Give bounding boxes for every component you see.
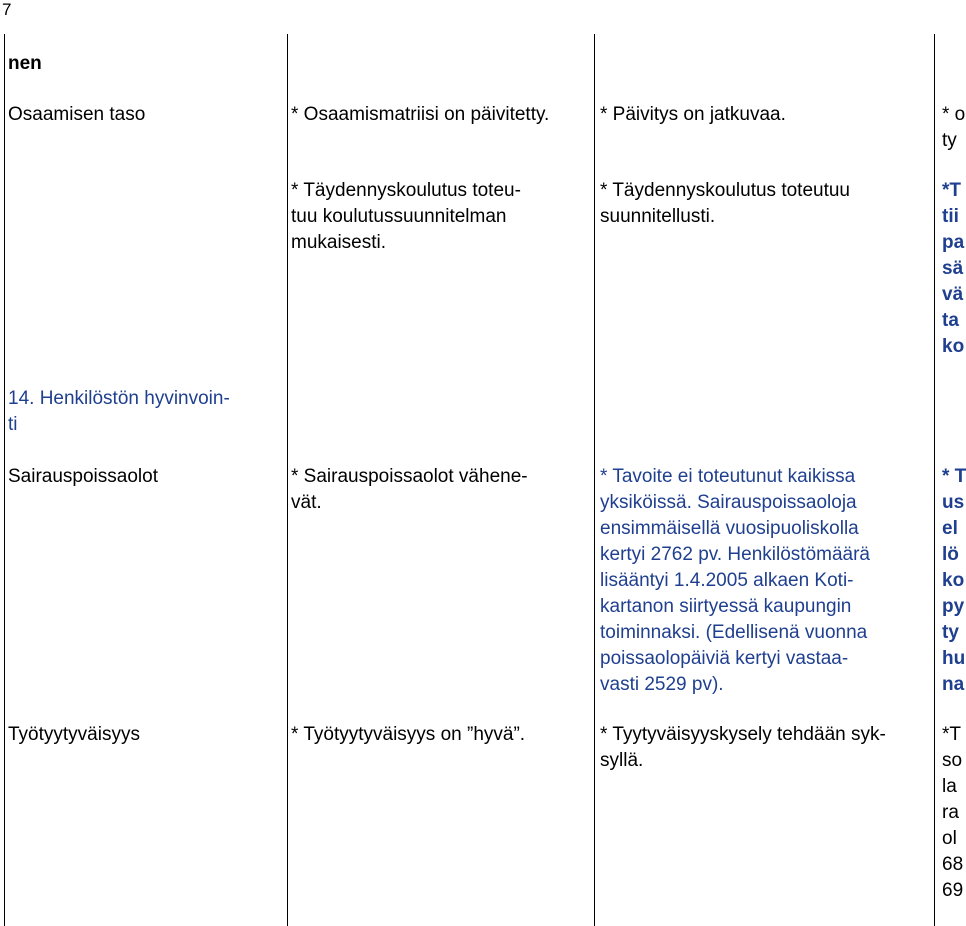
table-rule-col2 [287,34,288,926]
row-label-tyotyytyvaisyys: Työtyytyväisyys [8,724,140,745]
result-paivitys: * Päivitys on jatkuvaa. [600,104,786,125]
row-label-sairauspoissaolot: Sairauspoissaolot [8,466,158,487]
cutoff-column-row2: *T tii pa sä vä ta ko [942,180,965,357]
target-tyotyytyvaisyys: * Työtyytyväisyys on ”hyvä”. [291,724,526,745]
table-rule-col4 [934,34,935,926]
target-sairauspoissaolot: * Sairauspoissaolot vähene- vät. [291,466,528,513]
cutoff-column-row4: *T so la ra ol 68 69 [942,724,964,901]
target-taydennyskoulutus: * Täydennyskoulutus toteu- tuu koulutussuunnitelman mukaisesti. [291,180,521,253]
cutoff-column-row1: * o ty [942,104,966,151]
table-header-fragment: nen [8,53,42,74]
result-taydennyskoulutus: * Täydennyskoulutus toteutuu suunnitellusti. [600,180,850,227]
table-rule-left [4,34,5,926]
cutoff-column-row3: * T us el lö ko py ty hu na [942,466,966,695]
result-tyytyvaisyyskysely: * Tyytyväisyyskysely tehdään syk- syllä. [600,724,886,771]
row-label-osaamisen-taso: Osaamisen taso [8,104,146,125]
result-sairauspoissaolot: * Tavoite ei toteutunut kaikissa yksiköissä. Sairauspoissaoloja ensimmäisellä vuosipuoliskolla kertyi 2762 pv. Henkilöstömäärä lisääntyi 1.4.2005 alkaen Koti- kartanon siirtyessä kaupungin toiminnaksi. (Edellisenä vuonna poissaolopäiviä kertyi vastaa- vasti 2529 pv). [600,466,870,695]
section-heading-henkiloston-hyvinvointi: 14. Henkilöstön hyvinvoin- ti [8,388,230,435]
table-rule-col3 [594,34,595,926]
page-number: 7 [2,0,12,19]
target-osaamismatriisi: * Osaamismatriisi on päivitetty. [291,104,550,125]
